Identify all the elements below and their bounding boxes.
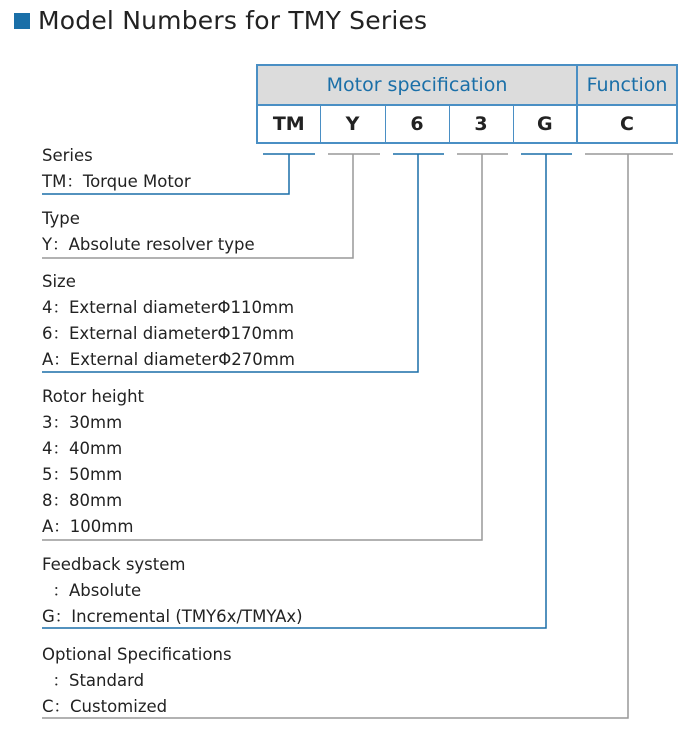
- code-cell-rotor-height: 3: [449, 105, 513, 143]
- title-text: Model Numbers for TMY Series: [38, 5, 428, 35]
- code-cell-feedback: G: [513, 105, 577, 143]
- code-cell-function: C: [620, 113, 634, 135]
- group-size: [42, 269, 295, 373]
- group-optional-specifications: [42, 642, 232, 720]
- group-heading-optional-specifications: Optional Specifications: [42, 645, 232, 664]
- group-item: ：Absolute: [42, 581, 142, 600]
- group-type: [42, 206, 255, 258]
- group-heading-rotor-height: Rotor height: [42, 387, 145, 406]
- group-rotor-height: [42, 384, 144, 540]
- group-heading-feedback-system: Feedback system: [42, 555, 186, 574]
- code-cell-size: 6: [385, 105, 449, 143]
- group-item: C：Customized: [42, 697, 168, 716]
- header-function: Function: [577, 65, 677, 105]
- group-heading-type: Type: [42, 209, 80, 228]
- code-cell-type: Y: [320, 105, 385, 143]
- group-item: G：Incremental (TMY6x/TMYAx): [42, 607, 303, 626]
- group-item: 4：40mm: [42, 439, 123, 458]
- group-item: Y：Absolute resolver type: [42, 235, 255, 254]
- group-item: TM：Torque Motor: [42, 172, 191, 191]
- group-item: ：Standard: [42, 671, 145, 690]
- group-heading-size: Size: [42, 272, 76, 291]
- group-feedback-system: [42, 552, 303, 630]
- group-heading-series: Series: [42, 146, 93, 165]
- group-item: 5：50mm: [42, 465, 123, 484]
- group-series: [42, 143, 191, 195]
- group-item: A：100mm: [42, 517, 134, 536]
- group-item: 4：External diameterΦ110mm: [42, 298, 295, 317]
- group-item: A：External diameterΦ270mm: [42, 350, 295, 369]
- group-item: 3：30mm: [42, 413, 123, 432]
- group-item: 6：External diameterΦ170mm: [42, 324, 295, 343]
- code-cell-series: TM: [257, 105, 320, 143]
- header-motor-specification: Motor specification: [257, 65, 577, 105]
- group-item: 8：80mm: [42, 491, 123, 510]
